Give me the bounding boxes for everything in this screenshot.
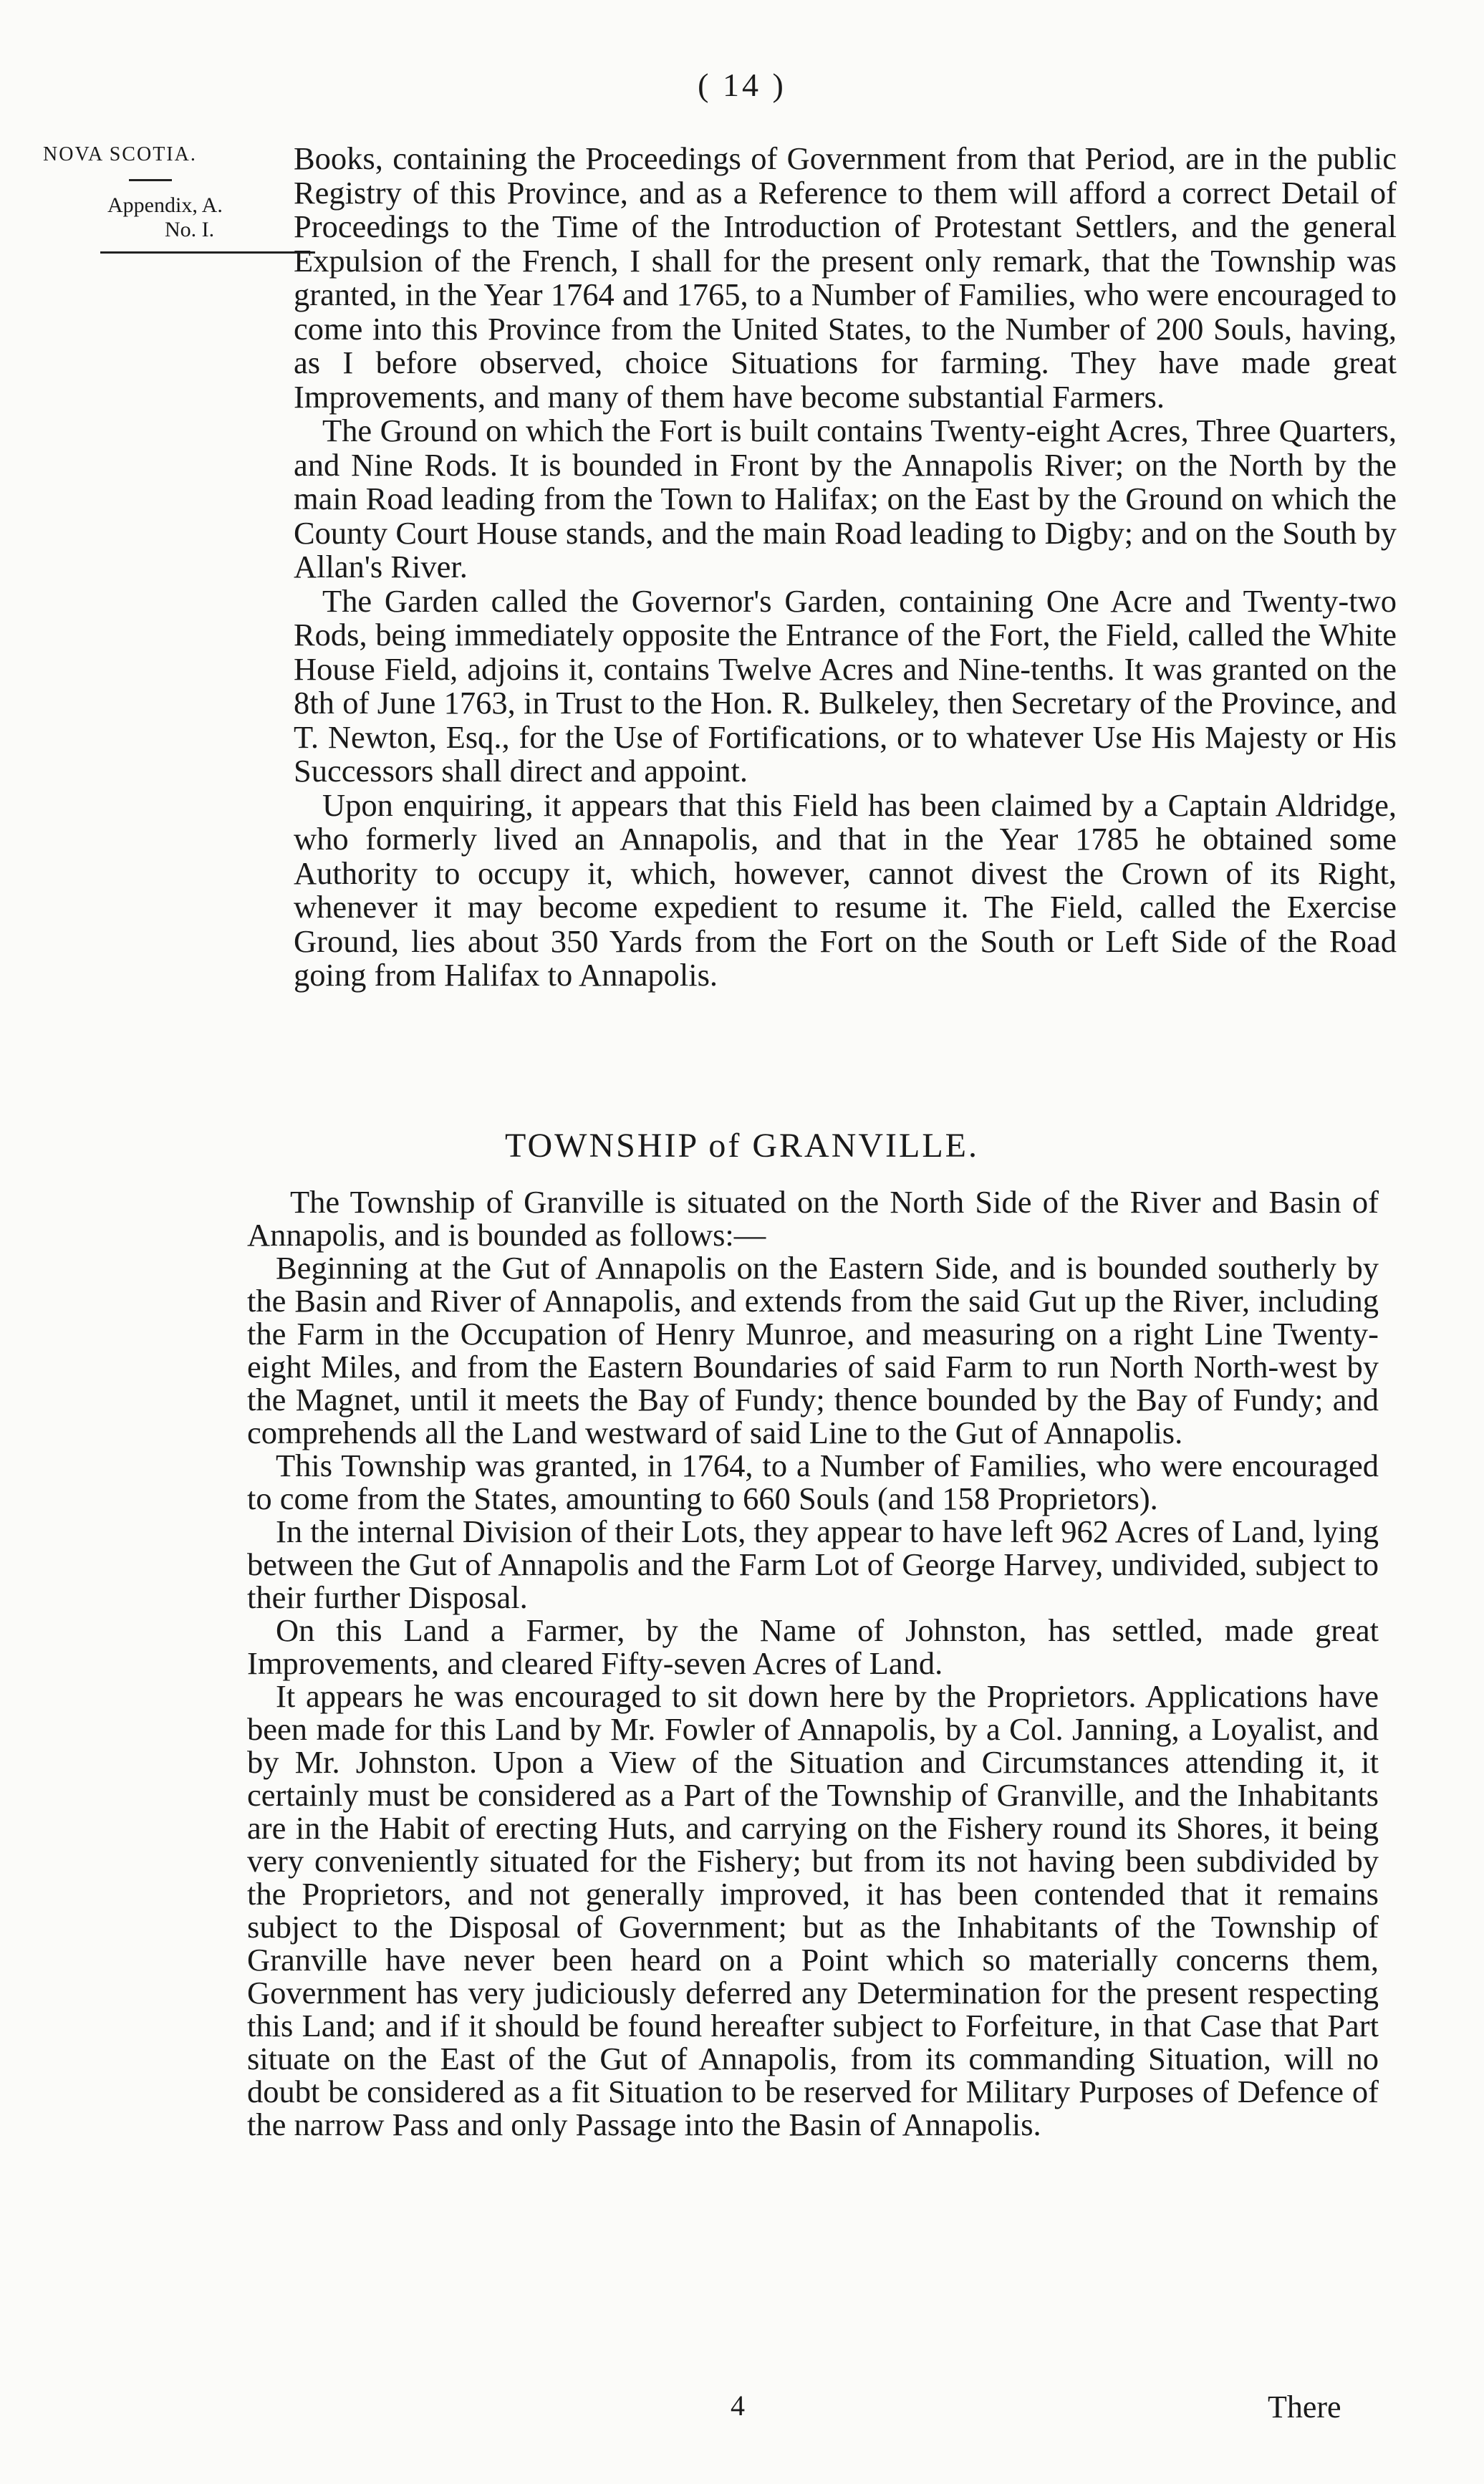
margin-region: NOVA SCOTIA. [43, 143, 197, 165]
margin-appendix: Appendix, A. [107, 193, 223, 217]
paragraph: This Township was granted, in 1764, to a Number of Families, who were encouraged to come from the States, amounting to 660 Souls (and 158 Proprietors). [247, 1448, 1379, 1516]
paragraph: The Township of Granville is situated on the North Side of the River and Basin of Annapolis, and is bounded as follows:— [247, 1184, 1379, 1253]
margin-appendix-number: No. I. [165, 218, 215, 241]
paragraph: It appears he was encouraged to sit down here by the Proprietors. Applications have been made for this Land by Mr. Fowler of Annapolis, by a Col. Janning, a Loyalist, and by Mr. Johnston. Upon a View of the Situation and Circumstances attending it, it certainly must be considered as a Part of the Township of Granville, and the Inhabitants are in the Habit of erecting Huts, and carrying on the Fishery round its Shores, it being very conveniently situated for the Fishery; but from its not having been subdivided by the Proprietors, and not generally improved, it has been contended that it remains subject to the Disposal of Government; but as the Inhabitants of the Township of Granville have never been heard on a Point which so materially concerns them, Government has very judiciously deferred any Determination for the present respecting this Land; and if it should be found hereafter subject to Forfeiture, in that Case that Part situate on the East of the Gut of Annapolis, from its commanding Situation, will no doubt be considered as a fit Situation to be reserved for Military Purposes of Defence of the narrow Pass and only Passage into the Basin of Annapolis. [247, 1678, 1379, 2142]
granville-section [247, 1185, 1379, 2141]
paragraph: On this Land a Farmer, by the Name of Johnston, has settled, made great Improvements, and cleared Fifty-seven Acres of Land. [247, 1612, 1379, 1681]
section-heading: TOWNSHIP of GRANVILLE. [505, 1127, 979, 1165]
page-number: ( 14 ) [698, 67, 786, 103]
signature-mark: 4 [731, 2389, 745, 2422]
paragraph: Books, containing the Proceedings of Government from that Period, are in the public Registry of this Province, and as a Reference to them will afford a correct Detail of Proceedings to the Time of the Introduction of Protestant Settlers, and the general Expulsion of the French, I shall for the present only remark, that the Township was granted, in the Year 1764 and 1765, to a Number of Families, who were encouraged to come into this Province from the United States, to the Number of 200 Souls, having, as I before observed, choice Situations for farming. They have made great Improvements, and many of them have become substantial Farmers. [294, 140, 1397, 415]
paragraph: The Ground on which the Fort is built contains Twenty-eight Acres, Three Quarters, and Nine Rods. It is bounded in Front by the Annapolis River; on the North by the main Road leading from the Town to Halifax; on the East by the Ground on which the County Court House stands, and the main Road leading to Digby; and on the South by Allan's River. [294, 413, 1397, 584]
annapolis-section [294, 142, 1397, 993]
paragraph: The Garden called the Governor's Garden, containing One Acre and Twenty-two Rods, being immediately opposite the Entrance of the Fort, the Field, called the White House Field, adjoins it, contains Twelve Acres and Nine-tenths. It was granted on the 8th of June 1763, in Trust to the Hon. R. Bulkeley, then Secretary of the Province, and T. Newton, Esq., for the Use of Fortifications, or to whatever Use His Majesty or His Successors shall direct and appoint. [294, 582, 1397, 789]
margin-note [43, 140, 286, 254]
margin-divider-short [129, 179, 172, 181]
paragraph: Beginning at the Gut of Annapolis on the Eastern Side, and is bounded southerly by the Basin and River of Annapolis, and extends from the said Gut up the River, including the Farm in the Occupation of Henry Munroe, and measuring on a right Line Twenty-eight Miles, and from the Eastern Boundaries of said Farm to run North North-west by the Magnet, until it meets the Bay of Fundy; thence bounded by the Bay of Fundy; and comprehends all the Land westward of said Line to the Gut of Annapolis. [247, 1250, 1379, 1450]
paragraph: In the internal Division of their Lots, they appear to have left 962 Acres of Land, lying between the Gut of Annapolis and the Farm Lot of George Harvey, undivided, subject to their further Disposal. [247, 1513, 1379, 1615]
margin-divider-long [100, 251, 315, 254]
paragraph: Upon enquiring, it appears that this Field has been claimed by a Captain Aldridge, who formerly lived an Annapolis, and that in the Year 1785 he obtained some Authority to occupy it, which, however, cannot divest the Crown of its Right, whenever it may become expedient to resume it. The Field, called the Exercise Ground, lies about 350 Yards from the Fort on the South or Left Side of the Road going from Halifax to Annapolis. [294, 786, 1397, 993]
catchword: There [1268, 2389, 1341, 2425]
